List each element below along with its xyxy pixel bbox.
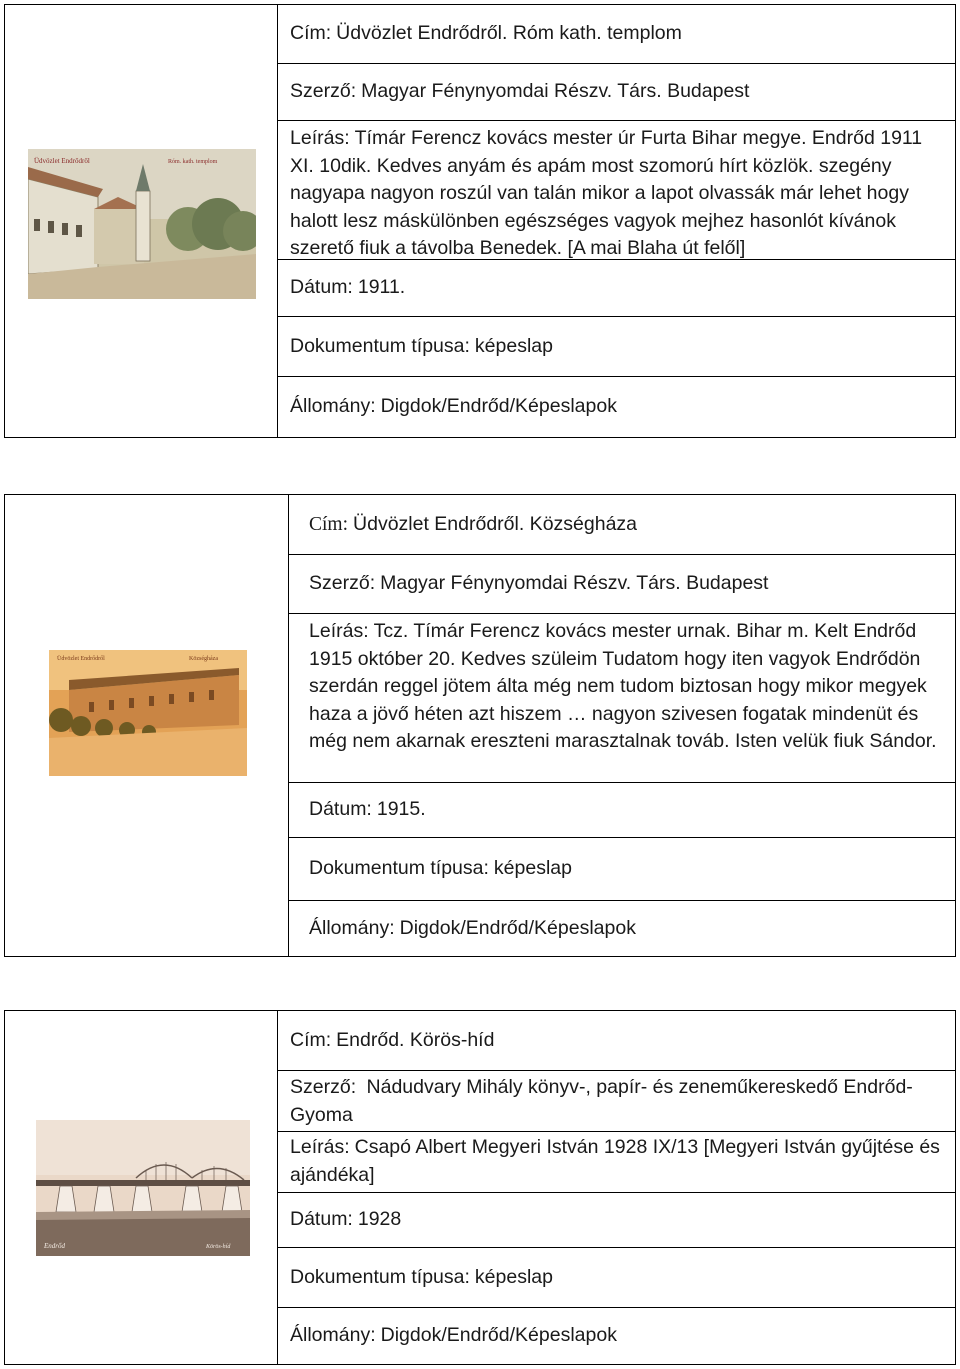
- date-field: [278, 1193, 955, 1248]
- svg-text:Endrőd: Endrőd: [44, 1242, 65, 1250]
- town-hall-image: [49, 650, 247, 776]
- title-value: Üdvözlet Endrődről. Róm kath. templom: [336, 22, 682, 45]
- doctype-field: [278, 1248, 955, 1308]
- svg-text:Üdvözlet Endrődről: Üdvözlet Endrődről: [34, 157, 90, 165]
- record-image-cell: [5, 1011, 278, 1364]
- date-label: Dátum:: [290, 276, 353, 299]
- record-image-cell: [5, 5, 278, 437]
- author-label: Szerző:: [309, 572, 376, 595]
- title-field: [278, 1011, 955, 1071]
- doctype-label: Dokumentum típusa:: [309, 857, 489, 880]
- collection-label: Állomány:: [290, 1324, 376, 1347]
- date-field: [278, 260, 955, 317]
- collection-label: Állomány:: [309, 916, 395, 939]
- date-label: Dátum:: [290, 1208, 353, 1231]
- collection-value: Digdok/Endrőd/Képeslapok: [380, 395, 617, 418]
- description-value: Tcz. Tímár Ferencz kovács mester urnak. Bihar m. Kelt Endrőd 1915 október 20. Kedves szüleim Tudatom hogy iten vagyok Endrődön szerdán reggel jötem álta még nem tudom biztosan hogy mikor megyek haza a jövő héten azt hiszem … nagyon szivesen fogatak mindenüt és még nem akarnak ereszteni marasztalnak továb. Isten velük fiuk Sándor.: [309, 620, 937, 752]
- collection-label: Állomány:: [290, 395, 376, 418]
- doctype-label: Dokumentum típusa:: [290, 1265, 470, 1288]
- doctype-field: [289, 838, 955, 901]
- title-value: Üdvözlet Endrődről. Községháza: [353, 512, 638, 535]
- title-label: Cím:: [309, 513, 349, 535]
- svg-text:Üdvözlet Endrődről: Üdvözlet Endrődről: [57, 656, 105, 662]
- description-label: Leírás:: [309, 620, 369, 642]
- description-value: Tímár Ferencz kovács mester úr Furta Bihar megye. Endrőd 1911 XI. 10dik. Kedves anyám és apám most szomorú hírt közlök. szegény nagyapa nagyon roszúl van talán mikor a lapot olvassák már lehet hogy halott lesz máskülönben egészséges vagyok mejhez hasonlót kívánok szerető fiuk a távolba Benedek. [A mai Blaha út felől]: [290, 127, 923, 259]
- description-field: [289, 614, 955, 783]
- collection-value: Digdok/Endrőd/Képeslapok: [399, 916, 636, 939]
- doctype-field: [278, 317, 955, 377]
- svg-text:Községháza: Községháza: [189, 656, 218, 662]
- description-value: Csapó Albert Megyeri István 1928 IX/13 [Megyeri István gyűjtése és ajándéka]: [290, 1136, 940, 1186]
- author-field: [289, 555, 955, 614]
- author-label: Szerző:: [290, 80, 357, 103]
- collection-value: Digdok/Endrőd/Képeslapok: [380, 1324, 617, 1347]
- church-street-image: [28, 149, 256, 299]
- record-fields: [278, 5, 955, 437]
- record-fields: [278, 1011, 955, 1364]
- title-label: Cím:: [290, 1028, 332, 1051]
- svg-text:Körös-híd: Körös-híd: [206, 1244, 231, 1250]
- collection-field: [278, 377, 955, 437]
- record-2: [4, 494, 956, 957]
- postcard-thumbnail-bridge[interactable]: [36, 1120, 250, 1256]
- date-field: [289, 783, 955, 838]
- author-label: Szerző:: [290, 1076, 357, 1098]
- record-3: [4, 1010, 956, 1365]
- title-label: Cím:: [290, 22, 332, 45]
- doctype-value: képeslap: [474, 1265, 553, 1288]
- title-value: Endrőd. Körös-híd: [336, 1028, 495, 1051]
- record-fields: [289, 495, 955, 956]
- collection-field: [278, 1308, 955, 1364]
- record-image-cell: [5, 495, 289, 956]
- author-value: Magyar Fénynyomdai Részv. Társ. Budapest: [380, 572, 769, 595]
- author-field: [278, 64, 955, 121]
- description-label: Leírás:: [290, 1136, 350, 1158]
- koros-bridge-image: [36, 1120, 250, 1256]
- description-field: [278, 121, 955, 260]
- postcard-thumbnail-town-hall[interactable]: [49, 650, 247, 776]
- collection-field: [289, 901, 955, 956]
- svg-text:Róm. kath. templom: Róm. kath. templom: [168, 159, 218, 165]
- date-value: 1915.: [376, 798, 426, 821]
- doctype-label: Dokumentum típusa:: [290, 334, 470, 357]
- postcard-thumbnail-church[interactable]: [28, 149, 256, 299]
- doctype-value: képeslap: [493, 857, 572, 880]
- description-label: Leírás:: [290, 127, 350, 149]
- author-value: Nádudvary Mihály könyv-, papír- és zeneműkereskedő Endrőd-Gyoma: [290, 1076, 913, 1126]
- title-field: [289, 495, 955, 555]
- author-value: Magyar Fénynyomdai Részv. Társ. Budapest: [361, 80, 750, 103]
- description-field: [278, 1132, 955, 1193]
- date-label: Dátum:: [309, 798, 372, 821]
- author-field: [278, 1071, 955, 1132]
- date-value: 1928: [357, 1208, 402, 1231]
- record-1: [4, 4, 956, 438]
- title-field: [278, 5, 955, 64]
- doctype-value: képeslap: [474, 334, 553, 357]
- date-value: 1911.: [357, 276, 406, 299]
